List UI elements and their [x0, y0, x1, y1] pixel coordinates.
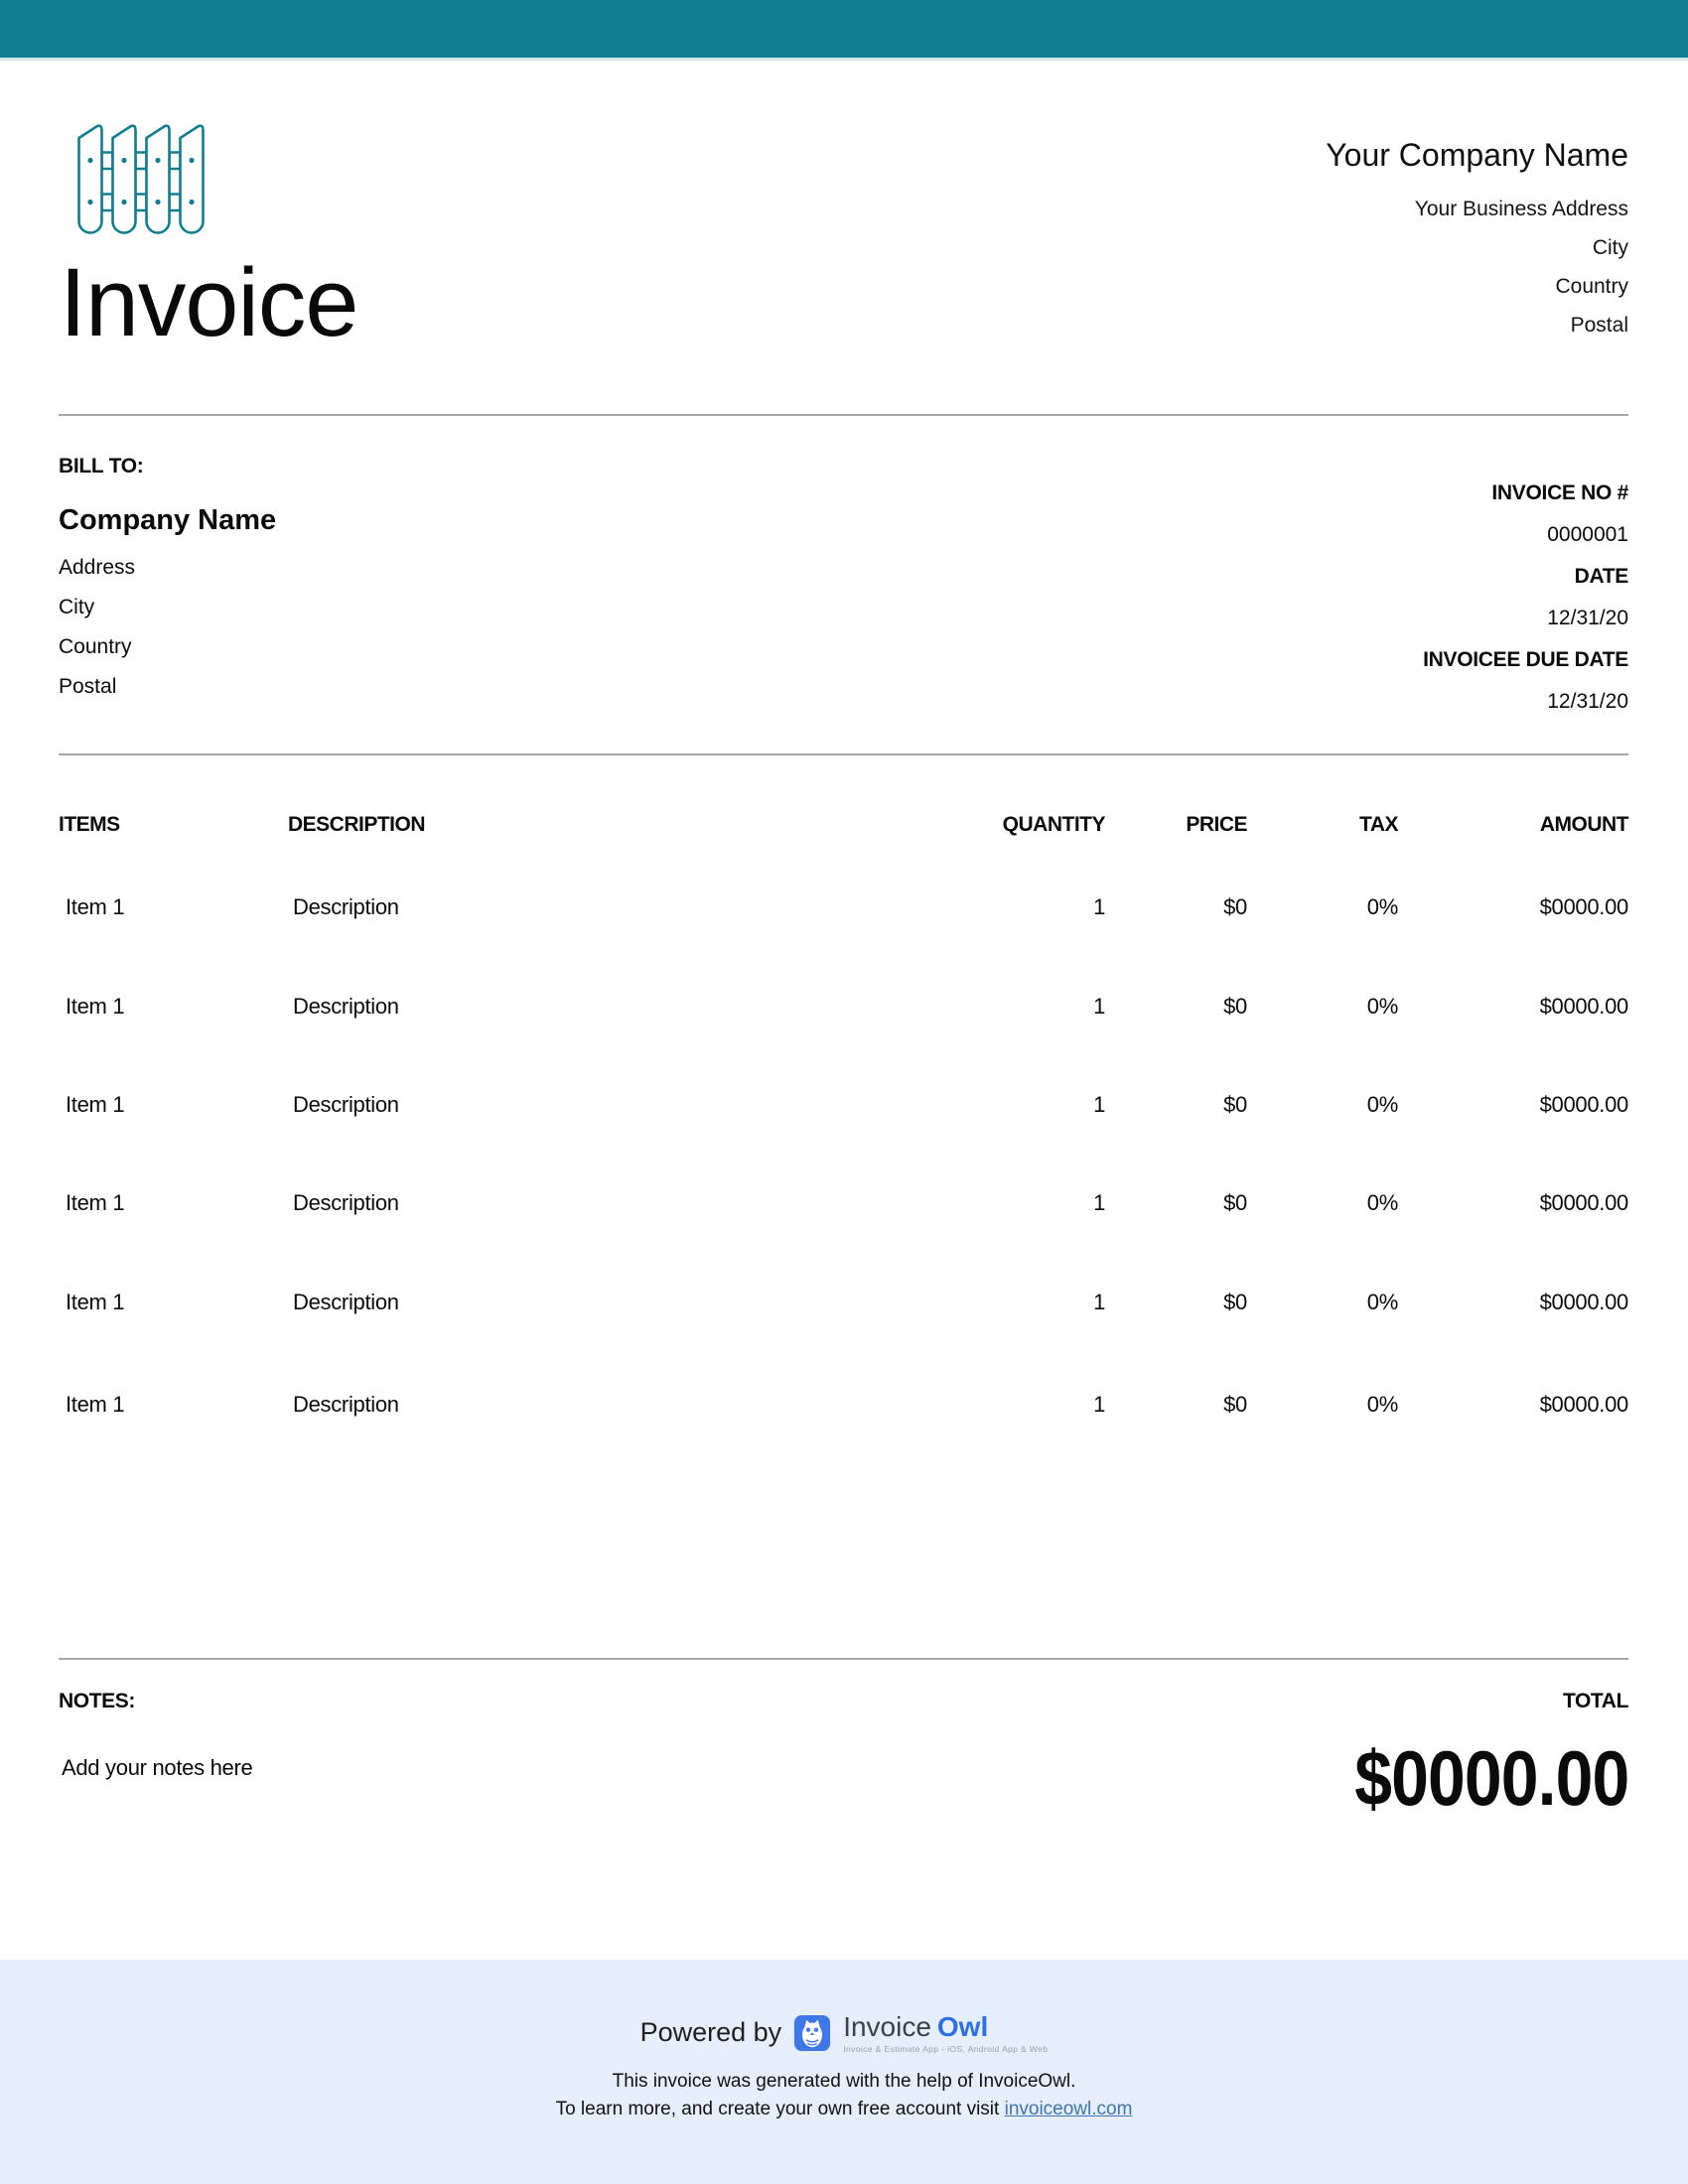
- company-block: [1326, 137, 1628, 344]
- amount-cell: $0000.00: [1539, 1092, 1628, 1117]
- tax-cell: 0%: [1366, 1392, 1398, 1417]
- bill-to-address-line: City: [59, 596, 95, 618]
- tax-cell: 0%: [1366, 1092, 1398, 1117]
- table-row: [59, 1392, 1628, 1418]
- total-value: $0000.00: [1353, 1734, 1628, 1822]
- logo-tagline: Invoice & Estimate App - iOS, Android App & Web: [843, 2044, 1049, 2054]
- price-cell: $0: [1223, 1392, 1247, 1417]
- invoice-no-label: INVOICE NO #: [1491, 481, 1628, 504]
- divider: [59, 1658, 1628, 1660]
- bill-to-block: [59, 455, 276, 707]
- company-name: Your Company Name: [1326, 137, 1628, 173]
- amount-cell: $0000.00: [1539, 1190, 1628, 1215]
- footer-line1: This invoice was generated with the help of InvoiceOwl.: [612, 2071, 1076, 2092]
- due-date-value: 12/31/20: [1547, 690, 1628, 713]
- table-header-row: [59, 813, 1628, 837]
- price-cell: $0: [1223, 1290, 1247, 1314]
- invoice-meta-block: [1423, 473, 1628, 723]
- company-address-line: Postal: [1570, 314, 1628, 337]
- wordmark-invoice: Invoice: [843, 2011, 931, 2042]
- notes-label: NOTES:: [59, 1690, 135, 1712]
- item-cell: Item 1: [66, 1290, 125, 1314]
- company-address-line: City: [1592, 236, 1628, 259]
- top-accent-bar: [0, 0, 1688, 61]
- tax-cell: 0%: [1366, 994, 1398, 1019]
- powered-by-label: Powered by: [639, 2017, 782, 2047]
- due-date-label: INVOICEE DUE DATE: [1423, 648, 1628, 671]
- company-address-line: Country: [1555, 275, 1628, 298]
- fence-logo-icon: [77, 123, 205, 235]
- description-cell: Description: [293, 1190, 399, 1215]
- bill-to-label: BILL TO:: [59, 455, 144, 478]
- bill-to-address-line: Country: [59, 635, 132, 658]
- table-row: [59, 994, 1628, 1020]
- wordmark-owl: Owl: [936, 2011, 989, 2042]
- description-cell: Description: [293, 894, 399, 919]
- quantity-cell: 1: [1093, 894, 1105, 919]
- description-cell: Description: [293, 1092, 399, 1117]
- col-header-tax: TAX: [1359, 813, 1398, 836]
- col-header-amount: AMOUNT: [1539, 813, 1628, 836]
- invoiceowl-link[interactable]: invoiceowl.com: [1004, 2099, 1133, 2119]
- date-label: DATE: [1574, 565, 1628, 588]
- item-cell: Item 1: [66, 894, 125, 919]
- table-row: [59, 1190, 1628, 1216]
- table-row: [59, 1290, 1628, 1315]
- footer-line2: [0, 2099, 1688, 2120]
- description-cell: Description: [293, 1290, 399, 1314]
- item-cell: Item 1: [66, 994, 125, 1019]
- owl-logo-icon: [793, 2014, 831, 2052]
- quantity-cell: 1: [1093, 1190, 1105, 1215]
- col-header-description: DESCRIPTION: [288, 813, 426, 836]
- price-cell: $0: [1223, 1190, 1247, 1215]
- divider: [59, 753, 1628, 755]
- divider: [59, 414, 1628, 416]
- tax-cell: 0%: [1366, 1190, 1398, 1215]
- col-header-quantity: QUANTITY: [1002, 813, 1105, 836]
- invoiceowl-wordmark: [843, 2011, 1048, 2054]
- col-header-items: ITEMS: [59, 813, 120, 836]
- notes-text: Add your notes here: [62, 1755, 253, 1780]
- quantity-cell: 1: [1093, 1392, 1105, 1417]
- powered-by-row: [0, 2011, 1688, 2054]
- bill-to-address-line: Postal: [59, 675, 117, 698]
- company-address-line: Your Business Address: [1414, 198, 1628, 220]
- bill-to-company-name: Company Name: [59, 504, 277, 536]
- quantity-cell: 1: [1093, 994, 1105, 1019]
- quantity-cell: 1: [1093, 1290, 1105, 1314]
- amount-cell: $0000.00: [1539, 894, 1628, 919]
- amount-cell: $0000.00: [1539, 994, 1628, 1019]
- page-title: Invoice: [60, 248, 358, 356]
- tax-cell: 0%: [1366, 1290, 1398, 1314]
- bill-to-address-line: Address: [59, 556, 136, 579]
- invoice-no-value: 0000001: [1547, 523, 1628, 546]
- description-cell: Description: [293, 994, 399, 1019]
- footer-band: [0, 1960, 1688, 2184]
- item-cell: Item 1: [66, 1392, 125, 1417]
- quantity-cell: 1: [1093, 1092, 1105, 1117]
- amount-cell: $0000.00: [1539, 1290, 1628, 1314]
- price-cell: $0: [1223, 894, 1247, 919]
- date-value: 12/31/20: [1547, 607, 1628, 629]
- total-label: TOTAL: [1562, 1690, 1628, 1712]
- item-cell: Item 1: [66, 1092, 125, 1117]
- price-cell: $0: [1223, 994, 1247, 1019]
- table-row: [59, 894, 1628, 920]
- col-header-price: PRICE: [1186, 813, 1247, 836]
- description-cell: Description: [293, 1392, 399, 1417]
- amount-cell: $0000.00: [1539, 1392, 1628, 1417]
- price-cell: $0: [1223, 1092, 1247, 1117]
- item-cell: Item 1: [66, 1190, 125, 1215]
- footer-line2-text: To learn more, and create your own free account visit: [555, 2099, 1000, 2119]
- tax-cell: 0%: [1366, 894, 1398, 919]
- table-row: [59, 1092, 1628, 1118]
